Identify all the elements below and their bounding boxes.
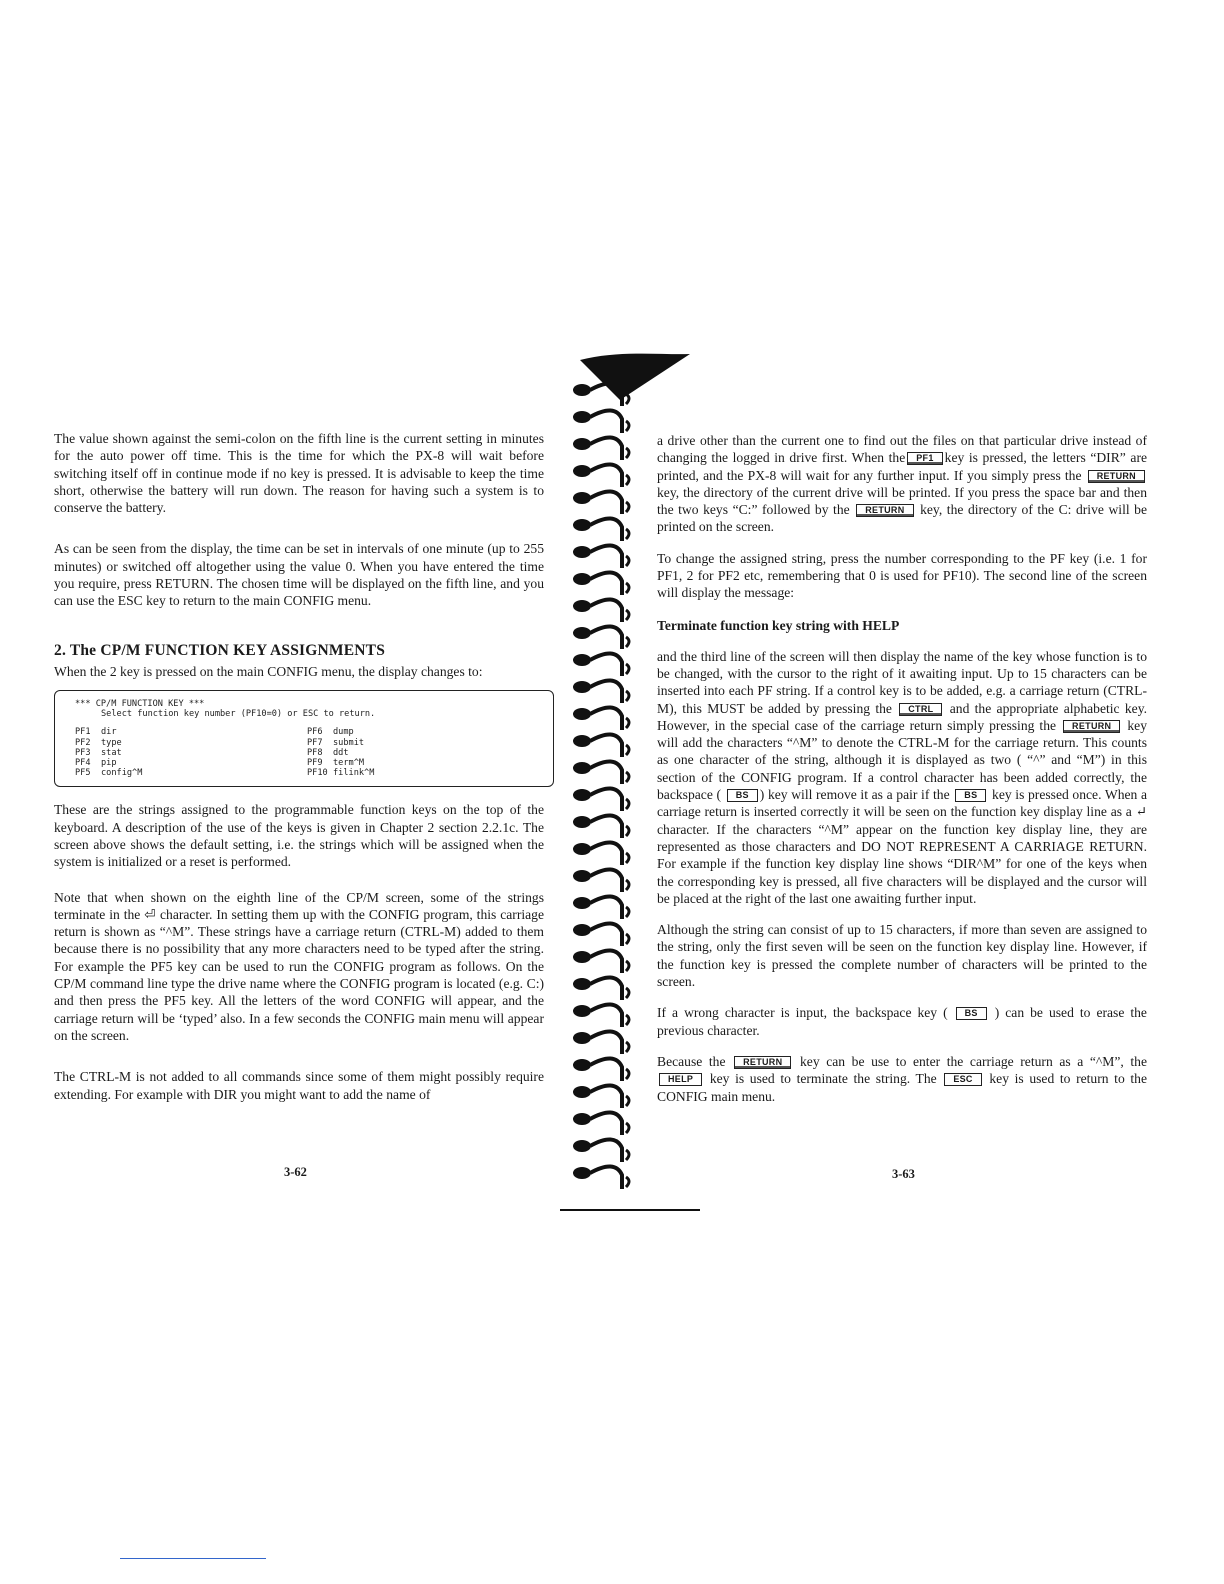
ctrl-key: CTRL bbox=[899, 703, 942, 716]
paragraph-backspace: If a wrong character is input, the backspace key ( BS ) can be used to erase the previous character. bbox=[657, 1005, 1147, 1038]
binding-hole bbox=[573, 1086, 591, 1098]
function-key-row: PF1 dir bbox=[75, 727, 117, 738]
binding-hole bbox=[573, 762, 591, 774]
binding-tip bbox=[626, 1015, 629, 1025]
binding-hole bbox=[573, 492, 591, 504]
paragraph-display-changes: When the 2 key is pressed on the main CONFIG menu, the display changes to: bbox=[54, 663, 483, 679]
binding-tip bbox=[626, 1123, 629, 1133]
return-key: RETURN bbox=[1088, 470, 1145, 483]
binding-tip bbox=[626, 502, 629, 512]
binding-wire bbox=[590, 491, 622, 514]
function-key-row: PF10 filink^M bbox=[307, 768, 375, 779]
binding-hole bbox=[573, 627, 591, 639]
binding-hole bbox=[573, 1140, 591, 1152]
binding-wire bbox=[590, 734, 622, 757]
return-key: RETURN bbox=[1063, 720, 1120, 733]
binding-wire bbox=[590, 1058, 622, 1081]
section-heading: 2. The CP/M FUNCTION KEY ASSIGNMENTS bbox=[54, 641, 386, 659]
binding-tip bbox=[626, 988, 629, 998]
bs-key: BS bbox=[956, 1007, 987, 1020]
binding-wire bbox=[590, 869, 622, 892]
screen-left-column bbox=[75, 727, 307, 778]
paragraph-drive-directory: a drive other than the current one to find out the files on that particular drive instead of changing the logged in drive first. When the PF1 key is pressed, the letters “DIR” are printed, and the PX-8 will wait for any further input. If you simply press the RETURN key, the directory of the current drive will be printed. If you press the space bar and then the two keys “C:” followed by the RETURN key, the directory of the C: drive will be printed on the screen. bbox=[657, 433, 1147, 535]
binding-wire bbox=[590, 896, 622, 919]
binding-tip bbox=[626, 448, 629, 458]
binding-tip bbox=[626, 1042, 629, 1052]
binding-tip bbox=[626, 880, 629, 890]
binding-tip bbox=[626, 475, 629, 485]
return-symbol-icon: ⏎ bbox=[144, 906, 157, 922]
paragraph-fifteen-characters: Although the string can consist of up to 15 characters, if more than seven are assigned to the string, only the first seven will be seen on the function key display line. However, if the function key is pressed the complete number of characters will be printed to the screen. bbox=[657, 922, 1147, 990]
binding-tip bbox=[626, 583, 629, 593]
help-key: HELP bbox=[659, 1073, 702, 1086]
function-key-row: PF4 pip bbox=[75, 757, 117, 768]
binding-wire bbox=[590, 707, 622, 730]
paragraph-help-key: Because the RETURN key can be use to enter the carriage return as a “^M”, the HELP key is used to terminate the string. The ESC key is used to return to the CONFIG main menu. bbox=[657, 1053, 1147, 1104]
binding-hole bbox=[573, 843, 591, 855]
paragraph-carriage-return: Note that when shown on the eighth line of the CP/M screen, some of the strings terminate in the ⏎ character. In setting them up with the CONFIG program, this carriage return is shown as “^M”. These strings have a carriage return (CTRL-M) added to them because there is no possibility that any more characters need to be typed after the string. For example the PF5 key can be used to run the CONFIG program as follows. On the CP/M command line type the drive name where the CONFIG program is located (e.g. C:) and then press the PF5 key. All the letters of the word CONFIG will appear, and the carriage return will be ‘typed’ also. In a few seconds the CONFIG main menu will appear on the screen. bbox=[54, 889, 544, 1043]
binding-wire bbox=[590, 950, 622, 973]
binding-tip bbox=[626, 718, 629, 728]
binding-hole bbox=[573, 1005, 591, 1017]
return-key: RETURN bbox=[856, 504, 913, 517]
screen-right-column bbox=[307, 727, 539, 778]
return-key: RETURN bbox=[734, 1056, 791, 1069]
binding-hole bbox=[573, 951, 591, 963]
binding-wire bbox=[590, 410, 622, 433]
paragraph-time-intervals: As can be seen from the display, the time can be set in intervals of one minute (up to 255 minutes) or switched off altogether using the value 0. When you have entered the time you require, press RETURN. The chosen time will be displayed on the fifth line, and you can use the ESC key to return to the main CONFIG menu. bbox=[54, 541, 544, 609]
binding-tip bbox=[626, 1177, 629, 1187]
function-key-row: PF2 type bbox=[75, 737, 122, 748]
binding-wire bbox=[590, 1085, 622, 1108]
binding-wire bbox=[590, 680, 622, 703]
paragraph-change-string: To change the assigned string, press the number corresponding to the PF key (i.e. 1 for PF1, 2 for PF2 etc, remembering that 0 is used for PF10). The second line of the screen will display the message: bbox=[657, 550, 1147, 601]
binding-hole bbox=[573, 978, 591, 990]
binding-wire bbox=[590, 1166, 622, 1189]
binding-tip bbox=[626, 664, 629, 674]
function-key-row: PF6 dump bbox=[307, 727, 354, 738]
binding-hole bbox=[573, 789, 591, 801]
binding-hole bbox=[573, 1167, 591, 1179]
binding-hole bbox=[573, 600, 591, 612]
binding-hole bbox=[573, 870, 591, 882]
binding-tip bbox=[626, 1069, 629, 1079]
binding-wire bbox=[590, 761, 622, 784]
bs-key: BS bbox=[955, 789, 986, 802]
binding-hole bbox=[573, 708, 591, 720]
binding-hole bbox=[573, 735, 591, 747]
binding-hole bbox=[573, 411, 591, 423]
screen-title: *** CP/M FUNCTION KEY *** bbox=[75, 698, 205, 709]
binding-tip bbox=[626, 637, 629, 647]
paragraph-ctrl-m: The CTRL-M is not added to all commands since some of them might possibly require extending. For example with DIR you might want to add the name of bbox=[54, 1069, 544, 1102]
esc-key: ESC bbox=[944, 1073, 981, 1086]
binding-wire bbox=[590, 815, 622, 838]
paragraph-auto-power-off: The value shown against the semi-colon on the fifth line is the current setting in minutes for the auto power off time. This is the time for which the PX-8 will wait before switching itself off in continue mode if no key is pressed. It is advisable to keep the time short, otherwise the battery will run down. The reason for having such a system is to conserve the battery. bbox=[54, 431, 544, 516]
binding-hole bbox=[573, 438, 591, 450]
help-message-heading: Terminate function key string with HELP bbox=[657, 617, 900, 633]
binding-tip bbox=[626, 826, 629, 836]
binding-tip bbox=[626, 799, 629, 809]
binding-wire bbox=[590, 599, 622, 622]
binding-hole bbox=[573, 465, 591, 477]
binding-tip bbox=[626, 1150, 629, 1160]
left-page bbox=[54, 430, 544, 1103]
binding-hole bbox=[573, 654, 591, 666]
binding-wire bbox=[590, 464, 622, 487]
binding-tip bbox=[626, 961, 629, 971]
pf1-key: PF1 bbox=[907, 452, 942, 465]
function-key-row: PF5 config^M bbox=[75, 768, 143, 779]
binding-hole bbox=[573, 546, 591, 558]
page-number-right: 3-63 bbox=[892, 1167, 915, 1181]
binding-hole bbox=[573, 1032, 591, 1044]
binding-wire bbox=[590, 1031, 622, 1054]
binding-wire bbox=[590, 518, 622, 541]
binding-wire bbox=[590, 545, 622, 568]
screen-instruction: Select function key number (PF10=0) or ESC to return. bbox=[101, 709, 376, 720]
function-key-row: PF9 term^M bbox=[307, 757, 365, 768]
binding-hole bbox=[573, 1059, 591, 1071]
binding-wire bbox=[590, 572, 622, 595]
binding-wire bbox=[590, 653, 622, 676]
binding-hole bbox=[573, 681, 591, 693]
binding-tip bbox=[626, 772, 629, 782]
paragraph-control-keys: and the third line of the screen will then display the name of the key whose function is to be changed, with the cursor to the right of it awaiting input. Up to 15 characters can be inserted into each PF string. If a control key is to be added, e.g. a carriage return (CTRL-M), this MUST be added by pressing the CTRL and the appropriate alphabetic key. However, in the special case of the carriage return simply pressing the RETURN key will add the characters “^M” to denote the CTRL-M for the carriage return. This counts as one character of the string, although it is displayed as two ( “^” and “M”) in this section of the CONFIG program. If a control character has been added correctly, the backspace ( BS ) key will remove it as a pair if the BS key is pressed once. When a carriage return is inserted correctly it will be seen on the function key display line as a ↵ character. If the characters “^M” appear on the function key display line, they are represented as those characters and DO NOT REPRESENT A CARRIAGE RETURN. For example if the function key display line shows “DIR^M” for one of the keys when the corresponding key is pressed, all five characters will be displayed and the cursor will be placed at the right of the last one awaiting further input. bbox=[657, 648, 1148, 906]
binding-tip bbox=[626, 934, 629, 944]
binding-tip bbox=[626, 691, 629, 701]
right-page bbox=[657, 432, 1147, 1105]
binding-tip bbox=[626, 907, 629, 917]
binding-tip bbox=[626, 1096, 629, 1106]
function-key-row: PF7 submit bbox=[307, 737, 365, 748]
binding-wire bbox=[590, 842, 622, 865]
binding-hole bbox=[573, 924, 591, 936]
function-key-row: PF8 ddt bbox=[307, 747, 349, 758]
binding-tip bbox=[626, 529, 629, 539]
bs-key: BS bbox=[727, 789, 758, 802]
footnote-rule bbox=[120, 1558, 266, 1559]
binding-tip bbox=[626, 610, 629, 620]
binding-wire bbox=[590, 1004, 622, 1027]
binding-hole bbox=[573, 519, 591, 531]
carriage-return-icon: ↵ bbox=[1135, 804, 1147, 820]
cpm-function-key-screen bbox=[54, 690, 554, 787]
page-number-left: 3-62 bbox=[284, 1165, 307, 1179]
binding-hole bbox=[573, 1113, 591, 1125]
binding-wire bbox=[590, 626, 622, 649]
paragraph-strings-assigned: These are the strings assigned to the programmable function keys on the top of the keyboard. A description of the use of the keys is given in Chapter 2 section 2.2.1c. The screen above shows the default setting, i.e. the strings which will be assigned when the system is initialized or a reset is performed. bbox=[54, 802, 544, 870]
binding-tip bbox=[626, 421, 629, 431]
binding-wire bbox=[590, 1139, 622, 1162]
binding-hole bbox=[573, 816, 591, 828]
binding-tip bbox=[626, 556, 629, 566]
binding-tip bbox=[626, 853, 629, 863]
binding-hole bbox=[573, 384, 591, 396]
binding-wire bbox=[590, 977, 622, 1000]
binding-wire bbox=[590, 788, 622, 811]
binding-hole bbox=[573, 573, 591, 585]
binding-wire bbox=[590, 437, 622, 460]
function-key-row: PF3 stat bbox=[75, 747, 122, 758]
binding-tip bbox=[626, 745, 629, 755]
binding-wire bbox=[590, 923, 622, 946]
binding-hole bbox=[573, 897, 591, 909]
binding-wire bbox=[590, 1112, 622, 1135]
